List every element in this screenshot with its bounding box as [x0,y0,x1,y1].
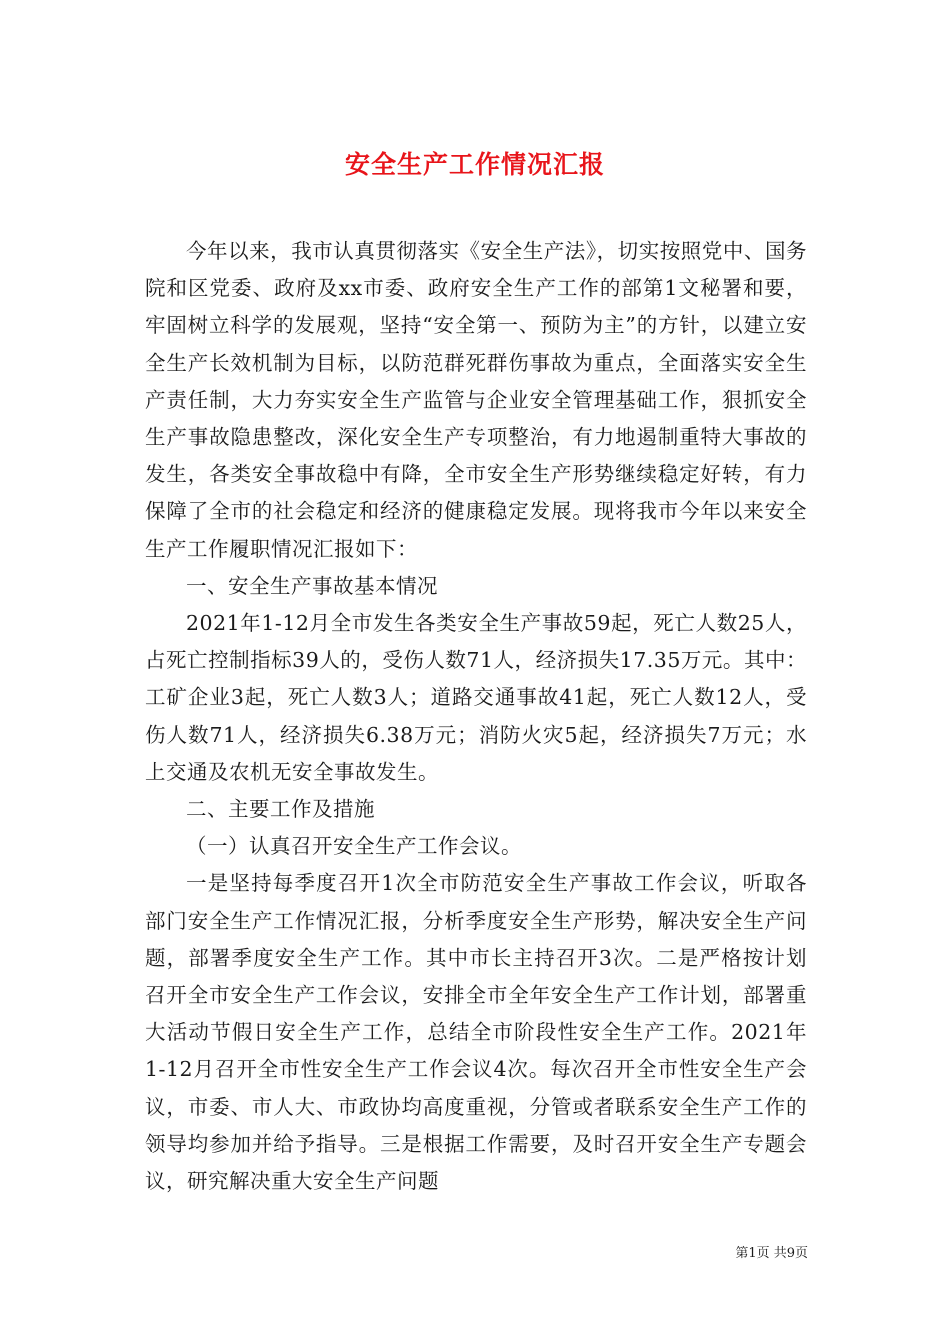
accident-stats-paragraph: 2021年1-12月全市发生各类安全生产事故59起，死亡人数25人，占死亡控制指标39人的，受伤人数71人，经济损失17.35万元。其中：工矿企业3起，死亡人数3人；道路交通事故41起，死亡人数12人，受伤人数71人，经济损失6.38万元；消防火灾5起，经济损失7万元；水上交通及农机无安全事故发生。 [145,611,807,784]
meetings-paragraph: 一是坚持每季度召开1次全市防范安全生产事故工作会议，听取各部门安全生产工作情况汇报，分析季度安全生产形势，解决安全生产问题，部署季度安全生产工作。其中市长主持召开3次。二是严格按计划召开全市安全生产工作会议，安排全市全年安全生产工作计划，部署重大活动节假日安全生产工作，总结全市阶段性安全生产工作。2021年1-12月召开全市性安全生产工作会议4次。每次召开全市性安全生产会议，市委、市人大、市政协均高度重视，分管或者联系安全生产工作的领导均参加并给予指导。三是根据工作需要，及时召开安全生产专题会议，研究解决重大安全生产问题 [145,871,807,1194]
document-body [145,233,807,1200]
intro-paragraph: 今年以来，我市认真贯彻落实《安全生产法》，切实按照党中、国务院和区党委、政府及xx市委、政府安全生产工作的部第1文秘署和要，牢固树立科学的发展观，坚持“安全第一、预防为主”的方针，以建立安全生产长效机制为目标，以防范群死群伤事故为重点，全面落实安全生产责任制，大力夯实安全生产监管与企业安全管理基础工作，狠抓安全生产事故隐患整改，深化安全生产专项整治，有力地遏制重特大事故的发生，各类安全事故稳中有降，全市安全生产形势继续稳定好转，有力保障了全市的社会稳定和经济的健康稳定发展。现将我市今年以来安全生产工作履职情况汇报如下： [145,239,807,561]
page-number: 第1页 共9页 [735,1246,808,1261]
section-heading-2: 二、主要工作及措施 [186,797,375,822]
subsection-heading-1: （一）认真召开安全生产工作会议。 [186,834,522,859]
section-heading-1: 一、安全生产事故基本情况 [186,573,438,598]
document-title: 安全生产工作情况汇报 [344,149,605,179]
